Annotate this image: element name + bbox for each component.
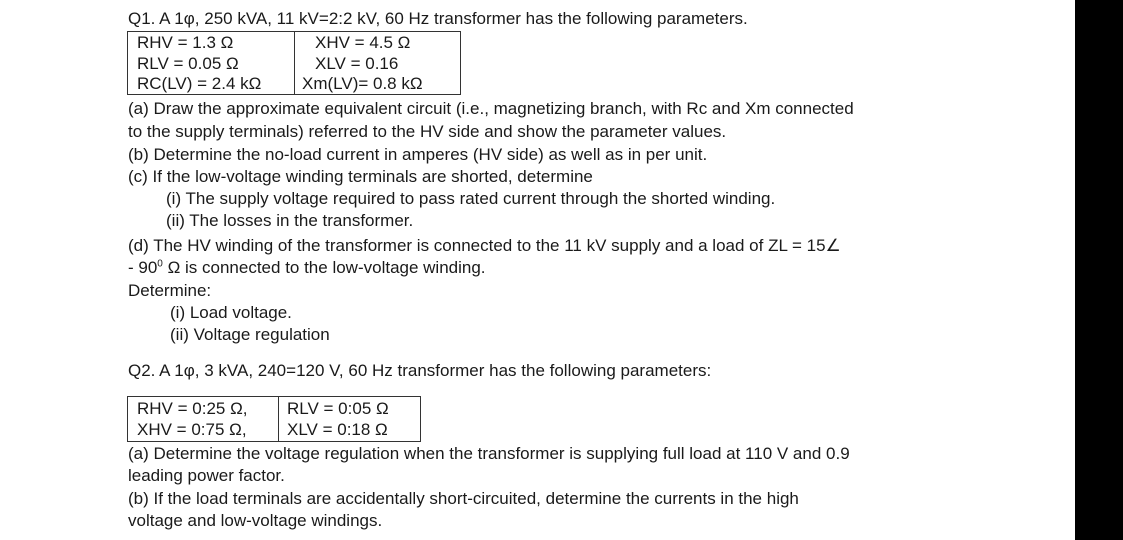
q2-part-a-line1: (a) Determine the voltage regulation when the transformer is supplying full load at 110 V and 0.9 [128, 444, 850, 463]
q2-param-table [127, 396, 421, 442]
q1-param-xhv: XHV = 4.5 Ω [315, 33, 411, 52]
q1-part-a-line2: to the supply terminals) referred to the HV side and show the parameter values. [128, 122, 727, 141]
q1-part-b: (b) Determine the no-load current in amperes (HV side) as well as in per unit. [128, 145, 708, 164]
q1-part-c: (c) If the low-voltage winding terminals are shorted, determine [128, 167, 593, 186]
q2-param-xhv: XHV = 0:75 Ω, [137, 420, 247, 439]
q2-part-b-line1: (b) If the load terminals are accidentally short-circuited, determine the currents in the high [128, 489, 799, 508]
q1-part-c-i: (i) The supply voltage required to pass rated current through the shorted winding. [166, 189, 776, 208]
q2-param-rhv: RHV = 0:25 Ω, [137, 399, 248, 418]
q2-part-b-line2: voltage and low-voltage windings. [128, 511, 383, 530]
q2-param-rlv: RLV = 0:05 Ω [287, 399, 389, 418]
q1-part-d-line1: (d) The HV winding of the transformer is connected to the 11 kV supply and a load of ZL = 15∠ [128, 236, 841, 255]
q1-part-d-line2: - $90^0$ Ω is connected to the low-voltage winding. [128, 258, 486, 277]
q1-param-rc: RC(LV) = 2.4 kΩ [137, 74, 262, 93]
q1-param-xm: Xm(LV)= 0.8 kΩ [302, 74, 423, 93]
q2-part-a-line2: leading power factor. [128, 466, 285, 485]
q1-param-xlv: XLV = 0.16 [315, 54, 399, 73]
q1-determine-label: Determine: [128, 281, 212, 300]
right-edge-bar [1075, 0, 1123, 540]
q1-title: Q1. A 1φ, 250 kVA, 11 kV=2:2 kV, 60 Hz transformer has the following parameters. [128, 9, 748, 28]
q1-part-d-ii: (ii) Voltage regulation [170, 325, 330, 344]
q2-title: Q2. A 1φ, 3 kVA, 240=120 V, 60 Hz transformer has the following parameters: [128, 361, 712, 380]
q1-param-table [127, 31, 461, 95]
q1-part-d-i: (i) Load voltage. [170, 303, 292, 322]
q2-param-xlv: XLV = 0:18 Ω [287, 420, 388, 439]
q1-part-c-ii: (ii) The losses in the transformer. [166, 211, 414, 230]
q1-param-rhv: RHV = 1.3 Ω [137, 33, 234, 52]
q1-part-a-line1: (a) Draw the approximate equivalent circuit (i.e., magnetizing branch, with Rc and Xm connected [128, 99, 854, 118]
q1-param-rlv: RLV = 0.05 Ω [137, 54, 239, 73]
